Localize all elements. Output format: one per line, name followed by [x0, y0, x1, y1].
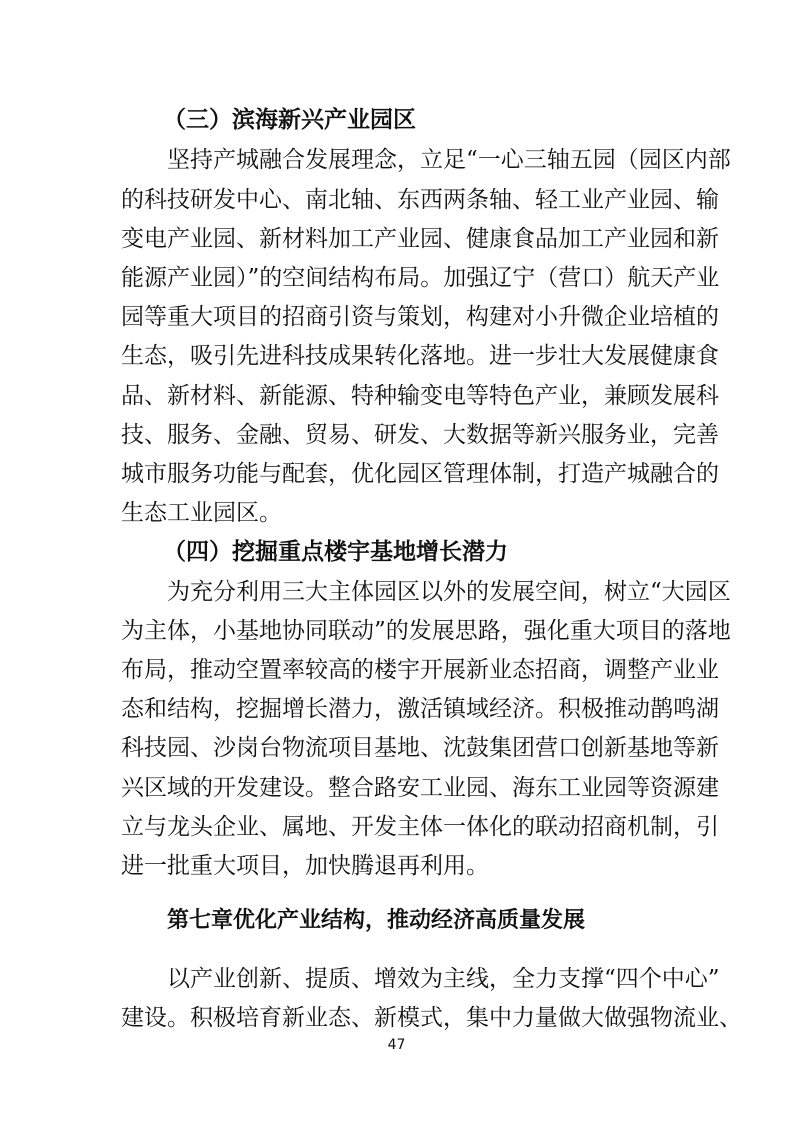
paragraph-line: 为充分利用三大主体园区以外的发展空间，树立“大园区 [167, 579, 731, 605]
paragraph-line: 生态工业园区。 [121, 500, 282, 526]
section-heading-3: （三）滨海新兴产业园区 [163, 106, 416, 133]
paragraph-line: 品、新材料、新能源、特种输变电等特色产业，兼顾发展科 [121, 383, 719, 409]
paragraph-line: 态和结构，挖掘增长潜力，激活镇域经济。积极推动鹊鸣湖 [121, 696, 719, 722]
section-heading-4: （四）挖掘重点楼宇基地增长潜力 [163, 538, 508, 565]
chapter-title: 第七章优化产业结构，推动经济高质量发展 [167, 908, 586, 933]
paragraph-line: 布局，推动空置率较高的楼宇开展新业态招商，调整产业业 [121, 657, 719, 683]
page-number: 47 [387, 1037, 406, 1053]
paragraph-line: 城市服务功能与配套，优化园区管理体制，打造产城融合的 [121, 461, 719, 487]
paragraph-line: 坚持产城融合发展理念，立足“一心三轴五园（园区内部 [167, 147, 731, 173]
paragraph-line: 立与龙头企业、属地、开发主体一体化的联动招商机制，引 [121, 814, 719, 840]
paragraph-line: 建设。积极培育新业态、新模式，集中力量做大做强物流业、 [121, 1005, 742, 1031]
paragraph-line: 科技园、沙岗台物流项目基地、沈鼓集团营口创新基地等新 [121, 735, 719, 761]
paragraph-line: 为主体，小基地协同联动”的发展思路，强化重大项目的落地 [121, 618, 731, 644]
paragraph-line: 的科技研发中心、南北轴、东西两条轴、轻工业产业园、输 [121, 187, 719, 213]
paragraph-line: 生态，吸引先进科技成果转化落地。进一步壮大发展健康食 [121, 343, 719, 369]
paragraph-line: 进一批重大项目，加快腾退再利用。 [121, 853, 489, 879]
paragraph-line: 兴区域的开发建设。整合路安工业园、海东工业园等资源建 [121, 775, 719, 801]
paragraph-line: 变电产业园、新材料加工产业园、健康食品加工产业园和新 [121, 226, 719, 252]
paragraph-line: 以产业创新、提质、增效为主线，全力支撑“四个中心” [167, 966, 720, 992]
paragraph-line: 园等重大项目的招商引资与策划，构建对小升微企业培植的 [121, 304, 719, 330]
paragraph-line: 技、服务、金融、贸易、研发、大数据等新兴服务业，完善 [121, 422, 719, 448]
paragraph-line: 能源产业园）”的空间结构布局。加强辽宁（营口）航天产业 [121, 265, 720, 291]
